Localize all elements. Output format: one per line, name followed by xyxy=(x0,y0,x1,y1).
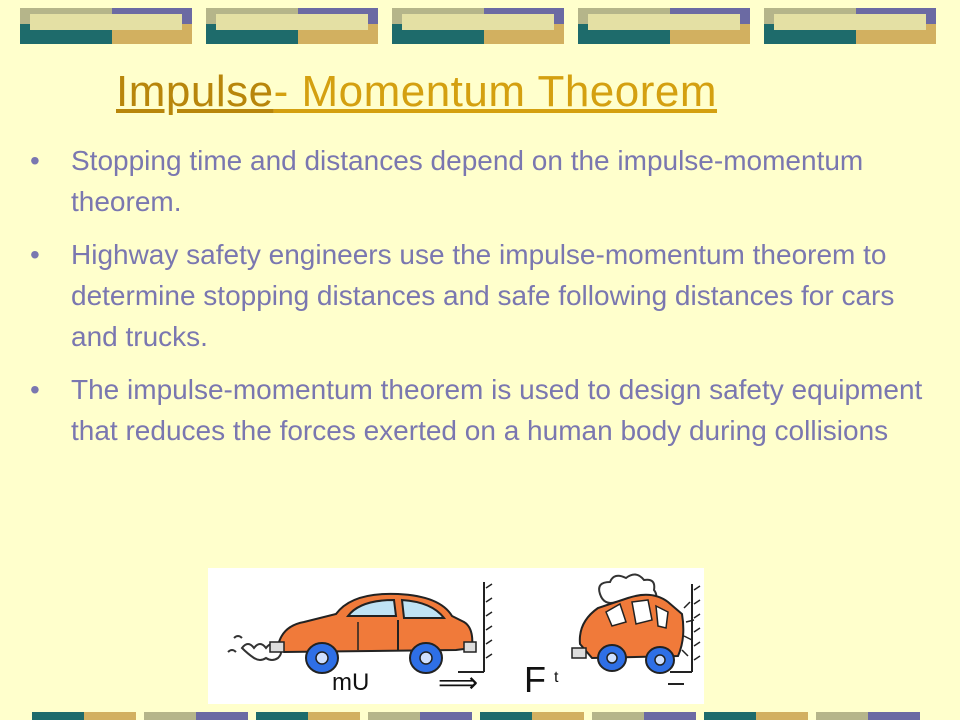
band-block xyxy=(392,8,564,44)
bullet-text: Stopping time and distances depend on the impulse-momentum theorem. xyxy=(71,145,864,217)
bullet-list xyxy=(30,140,930,463)
crashed-car-icon xyxy=(572,595,694,658)
moving-car-icon xyxy=(270,594,476,652)
impulse-label: F xyxy=(524,659,546,700)
bottom-decorative-band xyxy=(0,712,960,720)
bullet-marker: • xyxy=(30,145,40,176)
tire-icon xyxy=(598,645,626,671)
slide-title-part1: Impulse xyxy=(116,67,274,116)
impulse-label-sub: t xyxy=(554,669,559,686)
slide-title xyxy=(116,66,717,118)
top-decorative-band xyxy=(20,8,940,44)
band-block xyxy=(206,8,378,44)
direction-arrow-icon: ⟹ xyxy=(438,666,479,699)
bullet-item xyxy=(30,234,930,357)
band-block xyxy=(764,8,936,44)
bullet-item xyxy=(30,140,930,222)
tire-icon xyxy=(646,647,674,673)
band-block xyxy=(578,8,750,44)
bullet-item xyxy=(30,369,930,451)
bullet-text: Highway safety engineers use the impulse-momentum theorem to determine stopping distances and safe following distances for cars and trucks. xyxy=(71,239,895,352)
bullet-marker: • xyxy=(30,239,40,270)
bullet-text: The impulse-momentum theorem is used to design safety equipment that reduces the forces exerted on a human body during collisions xyxy=(71,374,923,446)
bullet-marker: • xyxy=(30,374,40,405)
slide-title-part2: - Momentum Theorem xyxy=(273,67,718,116)
car-collision-illustration xyxy=(208,568,704,704)
band-block xyxy=(20,8,192,44)
momentum-label: mU xyxy=(332,669,370,696)
